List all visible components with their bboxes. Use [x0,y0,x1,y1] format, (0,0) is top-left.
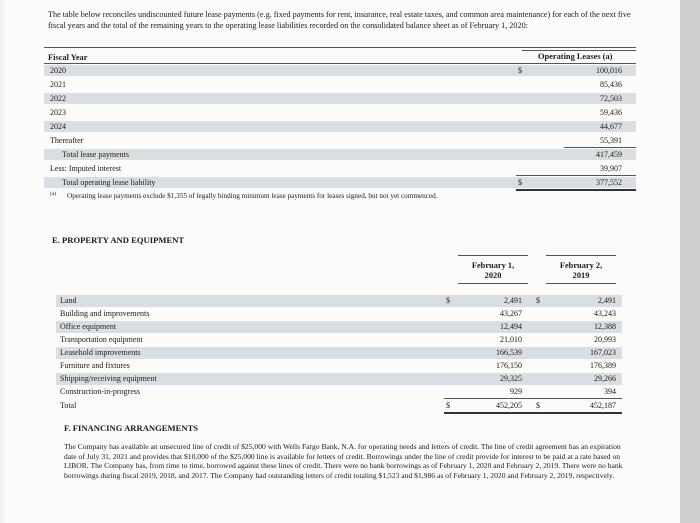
ppe-row-value-2020: 2,491 [504,296,522,305]
ppe-row-value-2020: 43,267 [500,309,522,318]
ppe-currency-symbol: $ [536,401,540,410]
ppe-total-2019: 452,187 [590,401,616,410]
lease-row-label: 2023 [50,108,66,117]
ppe-currency-symbol: $ [446,296,450,305]
section-f-title: F. FINANCING ARRANGEMENTS [64,423,199,433]
ppe-total-rule [444,398,622,399]
col1-header-rule [458,255,528,256]
ppe-row-band [56,347,622,359]
ppe-row-value-2019: 394 [604,387,616,396]
imputed-interest-label: Less: Imputed interest [50,164,122,173]
row-band [44,121,636,132]
col-feb-2020-header-line2: 2020 [484,271,502,280]
ppe-total-2020: 452,205 [496,401,522,410]
double-rule [516,189,636,191]
ppe-row-value-2020: 29,325 [500,374,522,383]
currency-symbol: $ [518,178,522,187]
col-feb-2019-header-line1: February 2, [559,261,603,270]
total-lease-payments-label: Total lease payments [62,150,129,159]
ppe-row-label: Leasehold improvements [60,348,141,357]
ppe-currency-symbol: $ [536,296,540,305]
lease-row-label: 2021 [50,80,66,89]
ppe-row-value-2019: 12,388 [594,322,616,331]
ppe-double-rule [444,412,622,414]
total-rule [516,175,636,176]
document-page [4,0,680,523]
footnote-marker: (a) [50,191,57,197]
lease-table-top-rule [44,47,636,48]
page-edge-shadow [680,0,700,523]
total-operating-lease-liability-value: 377,552 [596,178,622,187]
lease-row-value: 100,016 [596,66,622,75]
ppe-row-value-2019: 20,993 [594,335,616,344]
ppe-row-label: Transportation equipment [60,335,143,344]
ppe-row-value-2020: 12,494 [500,322,522,331]
ppe-row-label: Office equipment [60,322,117,331]
ppe-row-value-2020: 166,539 [496,348,522,357]
row-band [44,93,636,104]
ppe-row-label: Building and improvements [60,309,150,318]
lease-row-value: 85,436 [600,80,622,89]
lease-row-label: 2024 [50,122,66,131]
ppe-currency-symbol: $ [446,401,450,410]
ppe-row-label: Furniture and fixtures [60,361,130,370]
ppe-row-value-2019: 2,491 [598,296,616,305]
ppe-row-label: Land [60,296,77,305]
ppe-row-value-2019: 43,243 [594,309,616,318]
ppe-row-label: Shipping/receiving equipment [60,374,157,383]
operating-leases-header: Operating Leases (a) [538,52,613,61]
subtotal-rule [564,147,636,148]
ppe-row-value-2019: 167,023 [590,348,616,357]
intro-paragraph: The table below reconciles undiscounted future lease payments (e.g. fixed payments for rent, insurance, real estate taxes, and common area maintenance) for each of the next five fiscal years and the total of the remaining years to the operating lease liabilities recorded on the consolidated balance sheet as of February 1, 2020: [48,10,631,30]
currency-symbol: $ [518,66,522,75]
lease-row-label: Thereafter [50,136,84,145]
lease-row-value: 44,677 [600,122,622,131]
ppe-row-value-2020: 176,150 [496,361,522,370]
row-band [44,65,636,76]
ppe-row-band [56,321,622,333]
col2-header-rule-bottom [546,283,616,284]
ppe-row-label: Construction-in-progress [60,387,140,396]
section-f-paragraph: The Company has available an unsecured line of credit of $25,000 with Wells Fargo Bank, N.A. for operating needs and letters of credit. The line of credit agreement has an expiration date of July 31, 2021 and provides that $10,000 of the $25,000 line is available for letters of credit. Borrowings under the line of credit provide for interest to be paid at a rate based on LIBOR. The Company has, from time to time, borrowed against these lines of credit. There were no bank borrowings as of February 1, 2020 and February 2, 2019. There were no bank borrowings during fiscal 2019, 2018, and 2017. The Company had outstanding letters of credit totaling $1,523 and $1,986 as of February 1, 2020 and February 2, 2019, respectively. [64,442,623,480]
lease-row-value: 55,391 [600,136,622,145]
col-feb-2019-header-line2: 2019 [572,271,590,280]
ppe-row-value-2020: 21,010 [500,335,522,344]
ppe-row-value-2020: 929 [510,387,522,396]
col1-header-rule-bottom [458,283,528,284]
lease-row-value: 72,503 [600,94,622,103]
total-lease-payments-value: 417,459 [596,150,622,159]
row-band [44,149,636,160]
lease-row-label: 2022 [50,94,66,103]
total-operating-lease-liability-label: Total operating lease liability [62,178,156,187]
lease-header-rule [44,63,636,64]
lease-footnote: Operating lease payments exclude $1,355 of legally binding minimum lease payments for leases signed, but not yet commenced. [67,192,438,200]
lease-row-value: 59,436 [600,108,622,117]
fiscal-year-header: Fiscal Year [48,53,88,62]
col-feb-2020-header-line1: February 1, [471,261,515,270]
ppe-row-value-2019: 176,389 [590,361,616,370]
col2-header-rule [546,255,616,256]
lease-row-label: 2020 [50,66,66,75]
operating-leases-header-rule-top [522,50,636,51]
imputed-interest-value: 39,907 [600,164,622,173]
section-e-title: E. PROPERTY AND EQUIPMENT [52,235,185,245]
ppe-total-label: Total [60,401,77,410]
ppe-row-value-2019: 29,266 [594,374,616,383]
